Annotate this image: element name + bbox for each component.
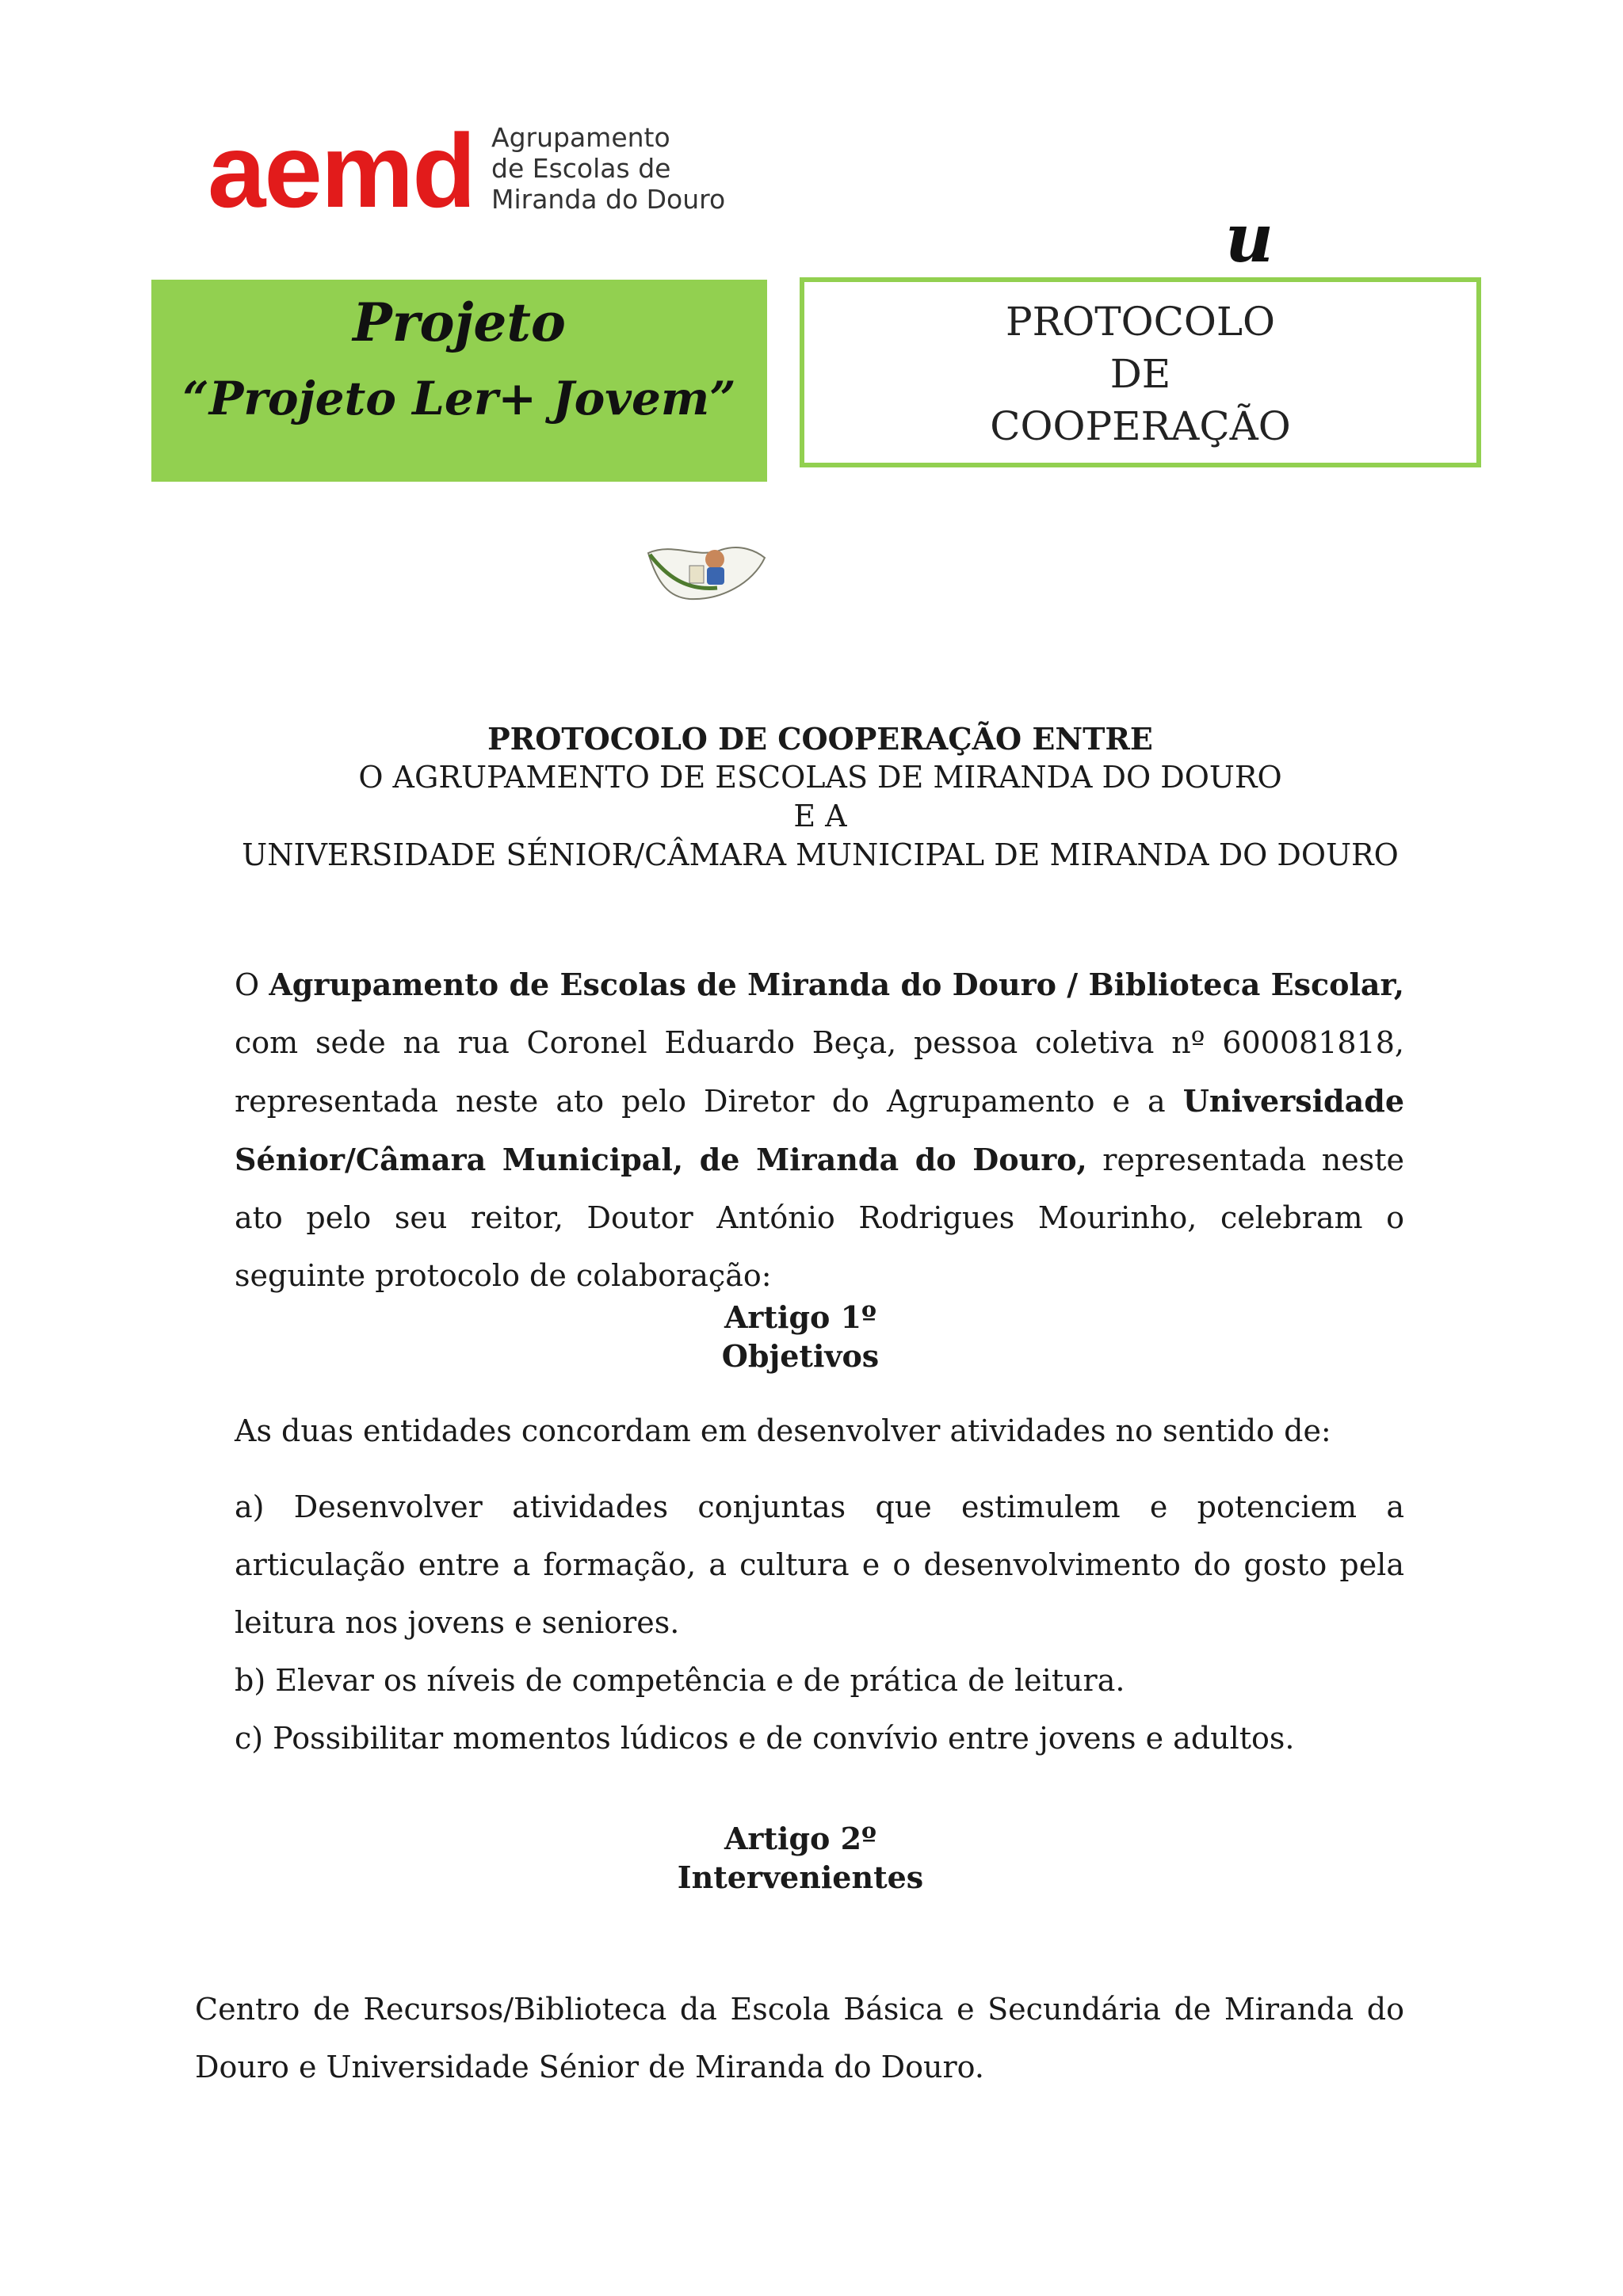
article-1-lead: As duas entidades concordam em desenvolver atividades no sentido de: xyxy=(235,1413,1331,1448)
decorative-glyph: u xyxy=(1225,199,1274,277)
project-label: Projeto xyxy=(353,292,566,353)
protocol-box-line: DE xyxy=(1109,351,1171,397)
title-line: E A xyxy=(793,799,847,833)
article-1-heading xyxy=(198,1298,1403,1375)
article-title: Objetivos xyxy=(721,1338,880,1374)
protocol-header-box xyxy=(800,277,1481,467)
article-number: Artigo 2º xyxy=(724,1821,877,1856)
book-illustration-icon xyxy=(642,536,769,607)
logo-line: Miranda do Douro xyxy=(491,184,726,215)
title-line: PROTOCOLO DE COOPERAÇÃO ENTRE xyxy=(487,721,1153,757)
article-2-heading xyxy=(198,1819,1403,1897)
school-logo xyxy=(208,113,731,229)
intro-entity-1: Agrupamento de Escolas de Miranda do Douro / Biblioteca Escolar, xyxy=(269,967,1405,1002)
article-title: Intervenientes xyxy=(677,1859,924,1895)
project-name: “Projeto Ler+ Jovem” xyxy=(182,372,736,425)
title-line: UNIVERSIDADE SÉNIOR/CÂMARA MUNICIPAL DE MIRANDA DO DOURO xyxy=(242,837,1399,872)
protocol-box-line: PROTOCOLO xyxy=(1005,299,1276,345)
logo-line: de Escolas de xyxy=(491,153,671,184)
logo-text xyxy=(491,122,725,215)
intro-text: com sede na rua Coronel Eduardo Beça, pessoa coletiva nº 600081818, representada neste ato pelo Diretor do Agrupamento e a xyxy=(235,1025,1404,1119)
logo-line: Agrupamento xyxy=(491,122,670,153)
intro-text: representada neste ato pelo seu reitor, Doutor António Rodrigues Mourinho, celebram o seguinte protocolo de colaboração: xyxy=(235,1142,1404,1293)
list-item: c) Possibilitar momentos lúdicos e de convívio entre jovens e adultos. xyxy=(235,1721,1295,1756)
project-banner xyxy=(151,280,767,482)
list-item: a) Desenvolver atividades conjuntas que estimulem e potenciem a articulação entre a formação, a cultura e o desenvolvimento do gosto pela leitura nos jovens e seniores. xyxy=(235,1489,1404,1640)
article-number: Artigo 1º xyxy=(724,1299,877,1335)
intro-text: O xyxy=(235,967,269,1002)
article-2-text: Centro de Recursos/Biblioteca da Escola Básica e Secundária de Miranda do Douro e Universidade Sénior de Miranda do Douro. xyxy=(195,1992,1404,2084)
title-line: O AGRUPAMENTO DE ESCOLAS DE MIRANDA DO DOURO xyxy=(358,760,1282,795)
document-title xyxy=(198,719,1442,875)
list-item: b) Elevar os níveis de competência e de prática de leitura. xyxy=(235,1663,1125,1698)
logo-mark: aemd xyxy=(208,113,475,229)
protocol-box-line: COOPERAÇÃO xyxy=(990,403,1291,449)
intro-entity-2: Universidade Sénior/Câmara Municipal, de Miranda do Douro, xyxy=(235,1083,1404,1177)
intro-paragraph xyxy=(235,955,1404,1305)
